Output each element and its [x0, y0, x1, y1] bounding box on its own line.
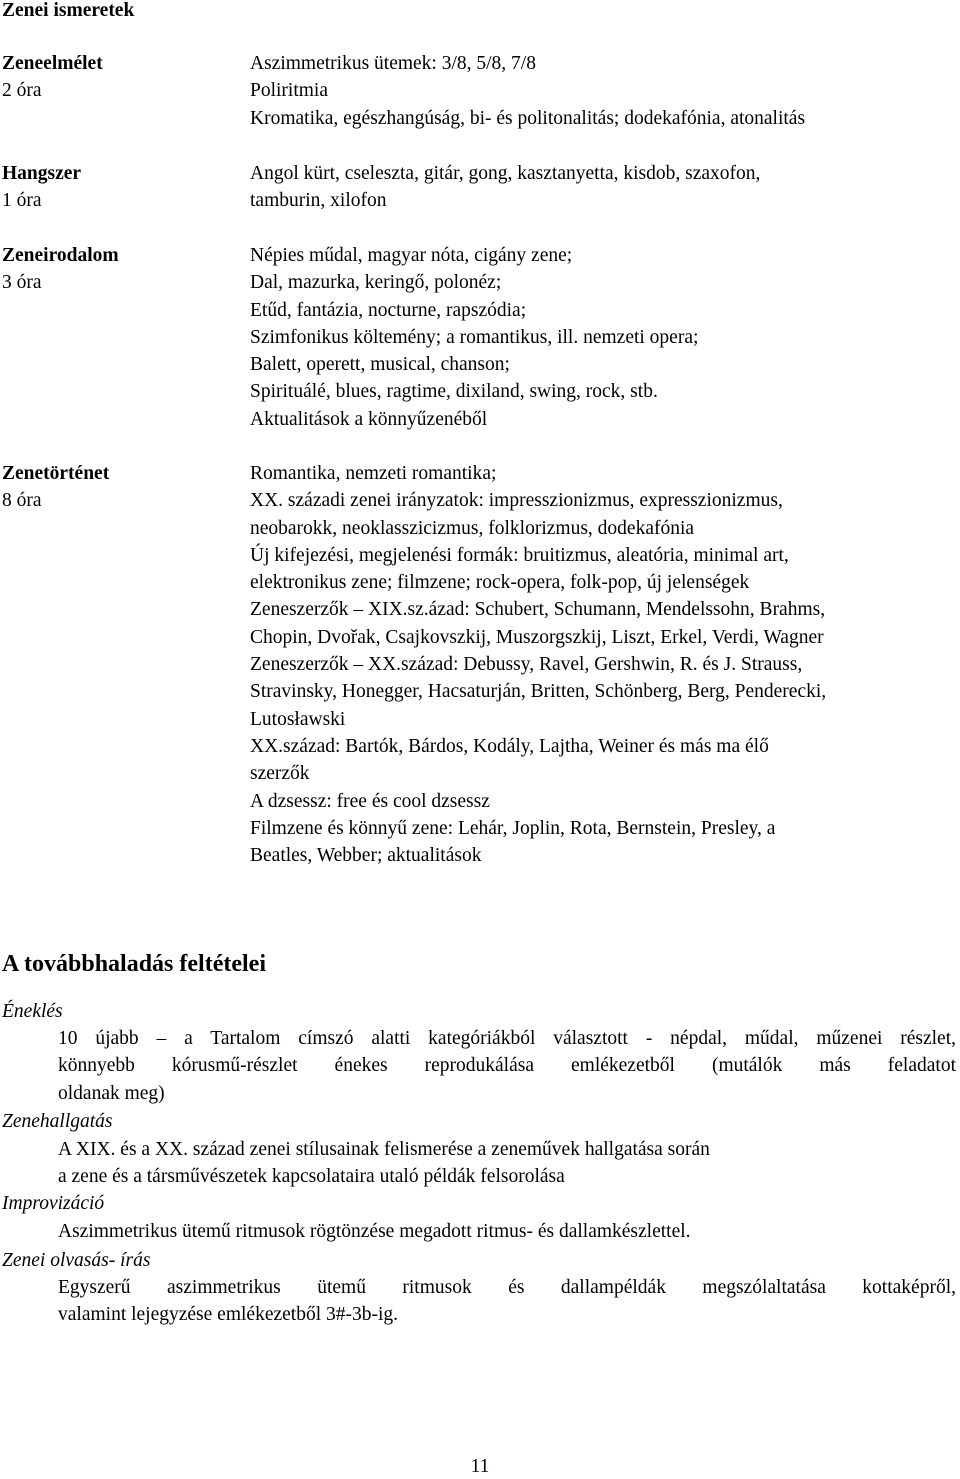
section-hours: 1 óra	[2, 190, 42, 212]
section-title: Zeneelmélet	[2, 53, 103, 74]
paragraph-line: könnyebb kórusmű-részlet énekes reprodukálása emlékezetből (mutálók más feladatot	[58, 1055, 956, 1077]
paragraph-line: A XIX. és a XX. század zenei stílusainak felismerése a zeneművek hallgatása során	[58, 1139, 710, 1160]
section-content-hangszer	[250, 160, 958, 215]
content-line: XX. századi zenei irányzatok: impresszionizmus, expresszionizmus,	[250, 490, 783, 512]
requirements-heading: A továbbhaladás feltételei	[2, 951, 266, 977]
paragraph-zenehallgatas	[58, 1136, 956, 1191]
section-title: Zenetörténet	[2, 463, 110, 484]
content-line: szerzők	[250, 763, 310, 785]
content-line: Angol kürt, cseleszta, gitár, gong, kasztanyetta, kisdob, szaxofon,	[250, 163, 761, 184]
section-hours: 3 óra	[2, 272, 42, 294]
paragraph-line: valamint lejegyzése emlékezetből 3#-3b-ig.	[58, 1304, 399, 1326]
content-line: Filmzene és könnyű zene: Lehár, Joplin, Rota, Bernstein, Presley, a	[250, 817, 776, 839]
paragraph-zenei-olvasas-iras	[58, 1274, 956, 1329]
content-line: Stravinsky, Honegger, Hacsaturján, Britten, Schönberg, Berg, Penderecki,	[250, 681, 827, 703]
content-line: Dal, mazurka, keringő, polonéz;	[250, 272, 502, 294]
content-line: XX.század: Bartók, Bárdos, Kodály, Lajtha, Weiner és más ma élő	[250, 735, 769, 757]
content-line: Etűd, fantázia, nocturne, rapszódia;	[250, 299, 527, 321]
paragraph-improvizacio	[58, 1218, 956, 1245]
content-line: Balett, operett, musical, chanson;	[250, 354, 510, 376]
content-line: A dzsessz: free és cool dzsessz	[250, 790, 490, 812]
section-label-zeneelmelet	[2, 50, 242, 105]
content-line: Beatles, Webber; aktualitások	[250, 845, 482, 867]
paragraph-line: Aszimmetrikus ütemű ritmusok rögtönzése megadott ritmus- és dallamkészlettel.	[58, 1221, 691, 1242]
section-label-zeneirodalom	[2, 242, 242, 297]
section-content-zeneirodalom	[250, 242, 958, 433]
content-line: Lutosławski	[250, 708, 346, 730]
content-line: Spirituálé, blues, ragtime, dixiland, swing, rock, stb.	[250, 381, 658, 403]
subheading-zenehallgatas: Zenehallgatás	[2, 1111, 113, 1132]
content-line: Aszimmetrikus ütemek: 3/8, 5/8, 7/8	[250, 53, 536, 74]
section-title: Zeneirodalom	[2, 245, 119, 266]
subheading-improvizacio: Improvizáció	[2, 1193, 105, 1214]
content-line: Zeneszerzők – XX.század: Debussy, Ravel, Gershwin, R. és J. Strauss,	[250, 654, 803, 676]
content-line: neobarokk, neoklasszicizmus, folklorizmus, dodekafónia	[250, 517, 695, 539]
paragraph-line: Egyszerű aszimmetrikus ütemű ritmusok és dallampéldák megszólaltatása kottaképről,	[58, 1277, 956, 1298]
content-line: Kromatika, egészhangúság, bi- és politonalitás; dodekafónia, atonalitás	[250, 107, 806, 129]
paragraph-line: 10 újabb – a Tartalom címszó alatti kategóriákból választott - népdal, műdal, műzenei részlet,	[58, 1028, 956, 1049]
content-line: elektronikus zene; filmzene; rock-opera, folk-pop, új jelenségek	[250, 572, 750, 594]
paragraph-enekles	[58, 1025, 956, 1107]
content-line: tamburin, xilofon	[250, 190, 387, 212]
section-label-zenetortenet	[2, 460, 242, 515]
page-title: Zenei ismeretek	[2, 0, 135, 21]
content-line: Romantika, nemzeti romantika;	[250, 463, 497, 484]
subheading-zenei-olvasas-iras: Zenei olvasás- írás	[2, 1250, 151, 1271]
content-line: Aktualitások a könnyűzenéből	[250, 408, 488, 430]
section-label-hangszer	[2, 160, 242, 215]
page-number: 11	[470, 1456, 490, 1477]
content-line: Zeneszerzők – XIX.sz.ázad: Schubert, Schumann, Mendelssohn, Brahms,	[250, 599, 826, 621]
section-hours: 8 óra	[2, 490, 42, 512]
subheading-enekles: Éneklés	[2, 1001, 63, 1022]
content-line: Népies műdal, magyar nóta, cigány zene;	[250, 245, 573, 266]
section-content-zenetortenet	[250, 460, 958, 869]
content-line: Poliritmia	[250, 80, 328, 102]
section-title: Hangszer	[2, 163, 82, 184]
paragraph-line: a zene és a társművészetek kapcsolataira utaló példák felsorolása	[58, 1166, 565, 1188]
content-line: Új kifejezési, megjelenési formák: bruitizmus, aleatória, minimal art,	[250, 544, 789, 566]
section-content-zeneelmelet	[250, 50, 958, 132]
section-hours: 2 óra	[2, 80, 42, 102]
content-line: Chopin, Dvořak, Csajkovszkij, Muszorgszkij, Liszt, Erkel, Verdi, Wagner	[250, 626, 824, 648]
paragraph-line: oldanak meg)	[58, 1082, 165, 1104]
content-line: Szimfonikus költemény; a romantikus, ill. nemzeti opera;	[250, 326, 699, 348]
